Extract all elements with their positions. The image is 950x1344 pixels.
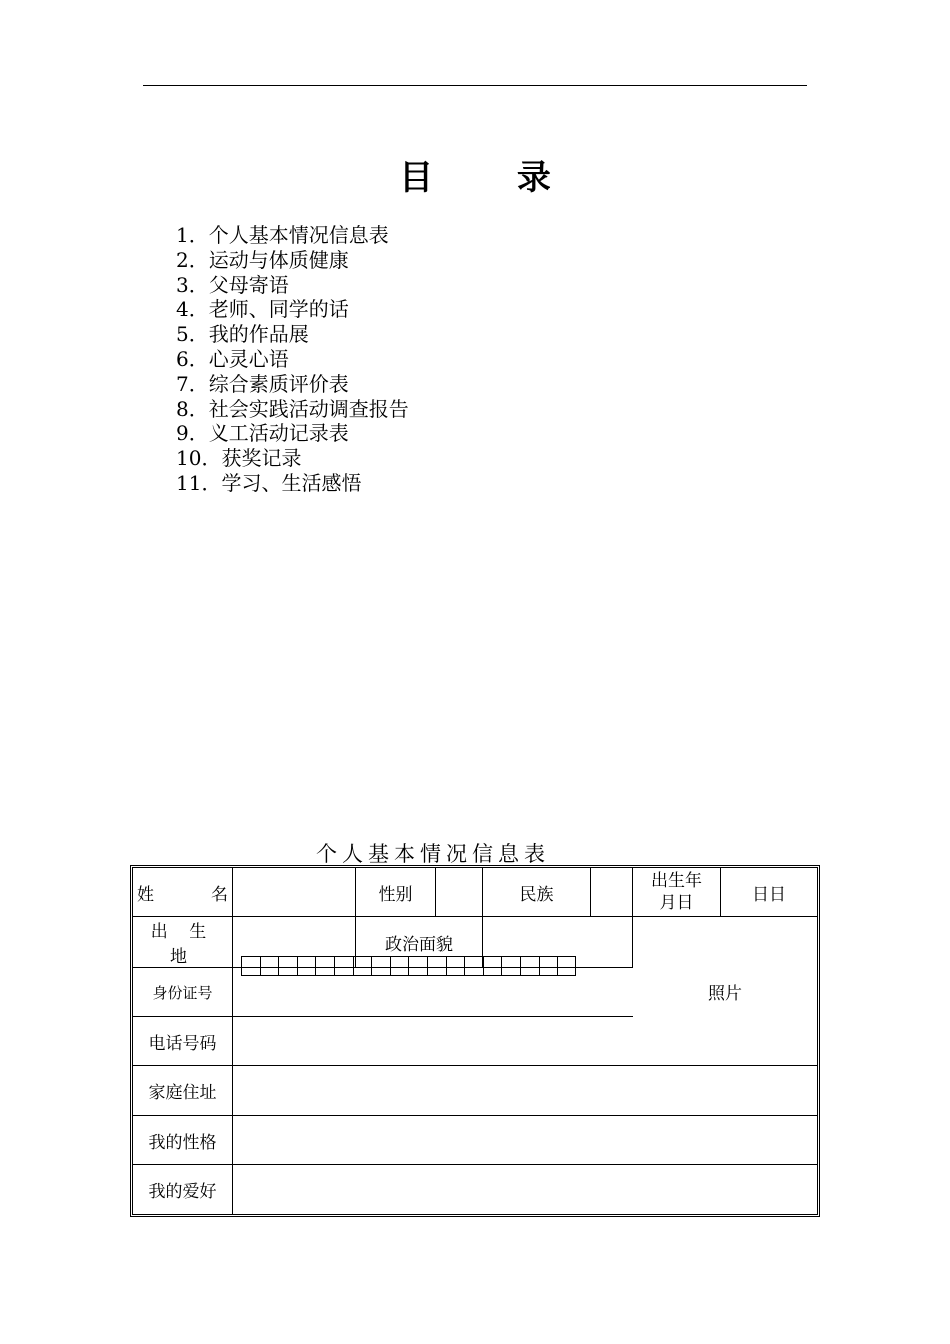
id-digit-box[interactable] bbox=[408, 956, 427, 976]
toc-item-number: 4． bbox=[176, 297, 209, 322]
toc-item-number: 2． bbox=[176, 247, 209, 272]
id-digit-box[interactable] bbox=[315, 956, 334, 976]
birth-date-label bbox=[633, 868, 721, 917]
toc-item-number: 5． bbox=[176, 322, 209, 347]
id-digit-box[interactable] bbox=[501, 956, 520, 976]
id-digit-box[interactable] bbox=[241, 956, 260, 976]
header-rule bbox=[143, 85, 807, 86]
personal-info-table bbox=[130, 865, 820, 1217]
address-field[interactable] bbox=[233, 1066, 817, 1116]
birthplace-label: 出 生 地 bbox=[133, 917, 233, 968]
toc-item bbox=[176, 297, 409, 322]
name-label bbox=[133, 868, 233, 917]
gender-label: 性别 bbox=[356, 868, 436, 917]
toc-item-number: 9． bbox=[176, 421, 209, 446]
id-digit-box[interactable] bbox=[334, 956, 353, 976]
id-digit-box[interactable] bbox=[390, 956, 409, 976]
toc-item-label: 获奖记录 bbox=[221, 446, 302, 471]
id-digit-box[interactable] bbox=[557, 956, 576, 976]
id-digit-box[interactable] bbox=[353, 956, 372, 976]
gender-field[interactable] bbox=[436, 868, 483, 917]
id-number-label: 身份证号 bbox=[133, 968, 233, 1017]
id-number-boxes bbox=[241, 956, 633, 976]
toc-item bbox=[176, 397, 409, 422]
toc-item-label: 运动与体质健康 bbox=[208, 247, 349, 272]
toc-item-label: 心灵心语 bbox=[208, 346, 289, 371]
toc-item-number: 7． bbox=[176, 371, 209, 396]
toc-item bbox=[176, 273, 409, 298]
id-digit-box[interactable] bbox=[427, 956, 446, 976]
toc-item bbox=[176, 248, 409, 273]
address-label: 家庭住址 bbox=[133, 1066, 233, 1116]
birth-date-label-line1: 出生年 bbox=[651, 871, 702, 891]
birth-date-field[interactable]: 日日 bbox=[721, 868, 817, 917]
ethnicity-field[interactable] bbox=[591, 868, 633, 917]
personality-field[interactable] bbox=[233, 1116, 817, 1165]
toc-item-number: 10． bbox=[176, 446, 222, 471]
toc-item-number: 11． bbox=[176, 470, 222, 495]
toc-item-number: 6． bbox=[176, 346, 209, 371]
toc-item-label: 学习、生活感悟 bbox=[221, 470, 362, 495]
toc-item-label: 我的作品展 bbox=[208, 322, 309, 347]
id-number-field[interactable] bbox=[233, 968, 633, 1017]
toc-title: 目 录 bbox=[399, 158, 587, 198]
name-field[interactable] bbox=[233, 868, 356, 917]
id-digit-box[interactable] bbox=[483, 956, 502, 976]
toc-item-label: 综合素质评价表 bbox=[208, 371, 349, 396]
name-label-a: 姓 bbox=[137, 884, 154, 905]
toc-item-number: 1． bbox=[176, 223, 209, 247]
toc-item bbox=[176, 223, 409, 248]
toc-item bbox=[176, 322, 409, 347]
toc-item-label: 老师、同学的话 bbox=[208, 297, 349, 322]
id-digit-box[interactable] bbox=[260, 956, 279, 976]
ethnicity-label: 民族 bbox=[483, 868, 591, 917]
hobby-field[interactable] bbox=[233, 1165, 817, 1214]
id-digit-box[interactable] bbox=[520, 956, 539, 976]
toc-item bbox=[176, 446, 409, 471]
id-digit-box[interactable] bbox=[371, 956, 390, 976]
political-status-label: 政治面貌 bbox=[356, 917, 483, 968]
personality-label: 我的性格 bbox=[133, 1116, 233, 1165]
id-digit-box[interactable] bbox=[297, 956, 316, 976]
id-digit-box[interactable] bbox=[464, 956, 483, 976]
toc-item bbox=[176, 372, 409, 397]
toc-item-number: 3． bbox=[176, 272, 209, 297]
toc-item-number: 8． bbox=[176, 396, 209, 421]
id-digit-box[interactable] bbox=[446, 956, 465, 976]
name-label-b: 名 bbox=[211, 884, 228, 905]
birth-date-label-line2: 月日 bbox=[659, 893, 694, 913]
photo-cell[interactable]: 照片 bbox=[633, 917, 817, 1066]
toc-item-label: 义工活动记录表 bbox=[208, 421, 349, 446]
toc-list bbox=[176, 223, 409, 496]
info-table-title: 个人基本情况信息表 bbox=[316, 842, 550, 866]
phone-field[interactable] bbox=[233, 1017, 633, 1066]
id-digit-box[interactable] bbox=[278, 956, 297, 976]
id-digit-box[interactable] bbox=[539, 956, 558, 976]
toc-item bbox=[176, 421, 409, 446]
toc-item-label: 社会实践活动调查报告 bbox=[208, 396, 409, 421]
toc-item bbox=[176, 347, 409, 372]
hobby-label: 我的爱好 bbox=[133, 1165, 233, 1214]
toc-item-label: 个人基本情况信息表 bbox=[208, 223, 389, 247]
phone-label: 电话号码 bbox=[133, 1017, 233, 1066]
toc-item-label: 父母寄语 bbox=[208, 272, 289, 297]
toc-item bbox=[176, 471, 409, 496]
